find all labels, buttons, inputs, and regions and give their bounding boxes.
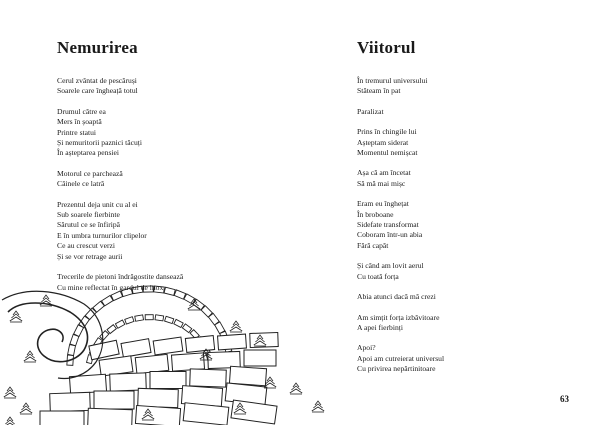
stanza: [57, 76, 287, 97]
road-block: [208, 351, 241, 368]
poem-title: Viitorul: [357, 38, 416, 57]
road-block: [218, 334, 247, 350]
poem-line: E în umbra turnurilor clipelor: [57, 230, 147, 240]
tree-icon: [10, 311, 22, 322]
stanza: [357, 199, 577, 251]
poem-line: A apei fierbinți: [357, 322, 403, 332]
poem-line: Cu mine reflectat în gardul de inox: [57, 282, 164, 292]
tree-icon: [4, 417, 16, 425]
poem-line: Printre statui: [57, 127, 97, 137]
poem-line: Și nemuritorii paznici tăcuți: [57, 138, 142, 148]
road-block: [190, 369, 227, 387]
stone-block: [145, 315, 153, 320]
road-block: [231, 400, 277, 424]
poem-line: Cu toată forța: [357, 271, 399, 281]
poem-line: Stăteam în pat: [357, 86, 401, 96]
road-block: [138, 388, 179, 407]
stanza: [357, 127, 577, 158]
poem-line: Prezentul deja unit cu al ei: [57, 199, 138, 209]
poem-line: Cu privirea nepărtinitoare: [357, 364, 436, 374]
stanza: [357, 313, 577, 334]
poem-line: Și se vor retrage aurii: [57, 251, 123, 261]
poem-line: Am simțit forța izbăvitoare: [357, 312, 440, 322]
tree-icon: [24, 351, 36, 362]
tree-icon: [20, 403, 32, 414]
poem-title: Nemurirea: [57, 38, 138, 57]
poem-nemurirea: [57, 38, 287, 303]
stanza: [57, 272, 287, 293]
road-block: [244, 350, 276, 366]
poem-line: Câinele ce latră: [57, 179, 105, 189]
poem-line: Soarele care îngheață totul: [57, 86, 138, 96]
stone-block: [125, 317, 134, 324]
poem-line: Să mă mai mișc: [357, 178, 406, 188]
road-block: [89, 340, 119, 360]
poem-line: Coboram într-un abia: [357, 230, 423, 240]
tree-icon: [290, 383, 302, 394]
road-block: [229, 366, 266, 385]
stanza: [357, 343, 577, 374]
poem-line: Și când am lovit aerul: [357, 261, 424, 271]
poem-line: Momentul nemișcat: [357, 148, 418, 158]
poem-body: [57, 76, 287, 293]
stanza: [57, 200, 287, 262]
poem-line: În tremurul universului: [357, 76, 428, 85]
poem-line: În așteptarea pensiei: [57, 148, 119, 158]
poem-line: Mers în șoaptă: [57, 117, 102, 127]
poem-line: Apoi am cutreierat universul: [357, 353, 445, 363]
road-block: [135, 354, 168, 373]
poem-line: Cerul zvântat de pescăruși: [57, 76, 137, 85]
road-block: [153, 337, 183, 355]
stanza: [57, 107, 287, 159]
road-block: [94, 391, 134, 409]
poem-line: Eram eu înghețat: [357, 199, 409, 209]
tree-icon: [4, 387, 16, 398]
page-number: 63: [560, 394, 569, 404]
poem-line: Sub soarele fierbinte: [57, 210, 120, 220]
poem-line: Sidefate transformat: [357, 220, 419, 230]
stone-block: [182, 324, 191, 333]
poem-line: Abia atunci dacă mă crezi: [357, 292, 436, 302]
road-block: [50, 392, 91, 411]
poem-line: Fără capăt: [357, 240, 389, 250]
road-block: [171, 353, 204, 371]
poem-line: Apoi?: [357, 343, 376, 353]
stanza: [357, 292, 577, 302]
road-block: [135, 405, 180, 425]
tree-icon: [230, 321, 242, 332]
road-block: [88, 408, 133, 425]
poem-line: Drumul către ea: [57, 106, 106, 116]
stanza: [57, 169, 287, 190]
poem-line: Așa că am încetat: [357, 168, 411, 178]
road-block: [185, 336, 214, 353]
poem-line: Sărutul ce se înfiripă: [57, 220, 121, 230]
poem-line: Ce au crescut verzi: [57, 241, 115, 251]
stanza: [357, 168, 577, 189]
poem-line: Așteptam siderat: [357, 137, 409, 147]
stone-block: [165, 316, 174, 323]
stone-block: [155, 315, 164, 321]
stone-block: [68, 345, 76, 356]
poem-body: [357, 76, 577, 375]
stone-block: [135, 315, 144, 321]
stanza: [357, 76, 577, 97]
poem-line: Prins în chingile lui: [357, 127, 417, 137]
poem-line: Paralizat: [357, 106, 384, 116]
tree-icon: [312, 401, 324, 412]
poem-line: În broboane: [357, 209, 394, 219]
poem-line: Trecerile de pietoni îndrăgostite dansează: [57, 272, 184, 282]
road-block: [121, 339, 151, 358]
stone-block: [115, 320, 124, 328]
stone-block: [174, 319, 183, 327]
road-block: [150, 372, 186, 389]
poem-viitorul: [357, 38, 577, 385]
stone-block: [107, 325, 116, 334]
stanza: [357, 261, 577, 282]
road-block: [40, 411, 84, 425]
poem-line: Motorul ce parchează: [57, 168, 123, 178]
stone-block: [100, 331, 109, 340]
stanza: [357, 107, 577, 117]
road-block: [183, 403, 229, 425]
